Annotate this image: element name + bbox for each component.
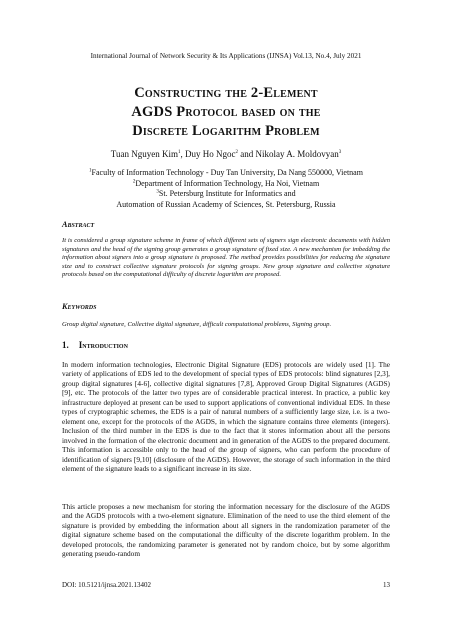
affiliations <box>0 168 452 210</box>
affiliation-sup: 3 <box>156 189 159 195</box>
paper-title <box>0 84 452 141</box>
affiliation-1 <box>0 168 452 179</box>
title-line-1: Constructing the 2-Element <box>134 85 318 101</box>
author-3-sup: 3 <box>338 150 342 155</box>
keywords-text: Group digital signature, Collective digital signature, difficult computational problems, Signing group. <box>62 321 332 328</box>
author-1-sup: 1 <box>177 150 181 155</box>
intro-heading <box>62 340 128 350</box>
author-2: Duy Ho Ngoc <box>184 149 236 159</box>
keywords-heading: Keywords <box>62 302 97 311</box>
affiliation-2 <box>0 179 452 190</box>
intro-paragraph-1: In modern information technologies, Electronic Digital Signature (EDS) protocols are widely used [1]. The variety of applications of EDS led to the development of special types of EDS protocols: blind signatures [2,3], group digital signatures [4-6], collective digital signatures [7,8], Approved Group Digital Signatures (AGDS) [9], etc. The protocols of the latter two types are of considerable practical interest. In practice, a public key infrastructure deployed at present can be used to support applications of conventional individual EDS. In these types of cryptographic schemes, the EDS is a pair of natural numbers of a sufficiently large size, i.e. is a two-element one, except for the protocols of the AGDS, in which the signature contains three elements (integers). Inclusion of the third number in the EDS is due to the fact that it stores information about all the persons involved in the formation of the electronic document and in generation of the AGDS to the prepared document. This information is accessible only to the head of the group of signers, who can perform the procedure of identification of signers [9,10] (disclosure of the AGDS). However, the storage of such information in the third element of the signature leads to a significant increase in its size. <box>62 360 390 473</box>
author-1: Tuan Nguyen Kim <box>110 149 178 159</box>
journal-header: International Journal of Network Security & Its Applications (IJNSA) Vol.13, No.4, July 2021 <box>90 52 362 60</box>
abstract-text: It is considered a group signature scheme in frame of which different sets of signers sign electronic documents with hidden signatures and the head of the signing group generates a group signature of fixed size. A new mechanism for imbedding the information about signers into a group signature is proposed. The method provides possibilities for reducing the signature size and to construct collective signature protocols for signing groups. New group signature and collective signature protocols based on the computational difficulty of discrete logarithm are proposed. <box>62 237 390 279</box>
affiliation-text: St. Petersburg Institute for Informatics and <box>158 189 296 198</box>
affiliation-sup: 2 <box>132 178 136 184</box>
author-3: Nikolay A. Moldovyan <box>255 149 339 159</box>
section-title: Introduction <box>78 340 128 350</box>
affiliation-4 <box>0 200 452 211</box>
author-2-sup: 2 <box>235 150 238 155</box>
author-list <box>0 149 452 159</box>
affiliation-3 <box>0 189 452 200</box>
author-sep: and <box>237 149 256 159</box>
affiliation-sup: 1 <box>89 168 92 174</box>
abstract-heading: Abstract <box>62 220 95 229</box>
section-number: 1. <box>62 340 69 350</box>
footer-page-number: 13 <box>383 581 390 589</box>
title-line-2: AGDS Protocol based on the <box>131 104 321 120</box>
intro-paragraph-2: This article proposes a new mechanism for storing the information necessary for the disclosure of the AGDS and the AGDS protocols with a two-element signature. Elimination of the need to use the third element of the signature is provided by embedding the information about all signers in the randomization parameter of the digital signature scheme based on the computational the difficulty of the discrete logarithm problem. In the developed protocols, the randomizing parameter is generated not by random choice, but by some algorithm generating pseudo-random <box>62 502 390 559</box>
affiliation-text: Faculty of Information Technology - Duy Tan University, Da Nang 550000, Vietnam <box>91 168 363 177</box>
affiliation-text: Department of Information Technology, Ha Noi, Vietnam <box>135 178 320 188</box>
title-line-3: Discrete Logarithm Problem <box>132 123 320 139</box>
footer-doi: DOI: 10.5121/ijnsa.2021.13402 <box>62 581 152 589</box>
author-sep: , <box>180 149 185 159</box>
affiliation-text: Automation of Russian Academy of Sciences, St. Petersburg, Russia <box>116 199 336 209</box>
